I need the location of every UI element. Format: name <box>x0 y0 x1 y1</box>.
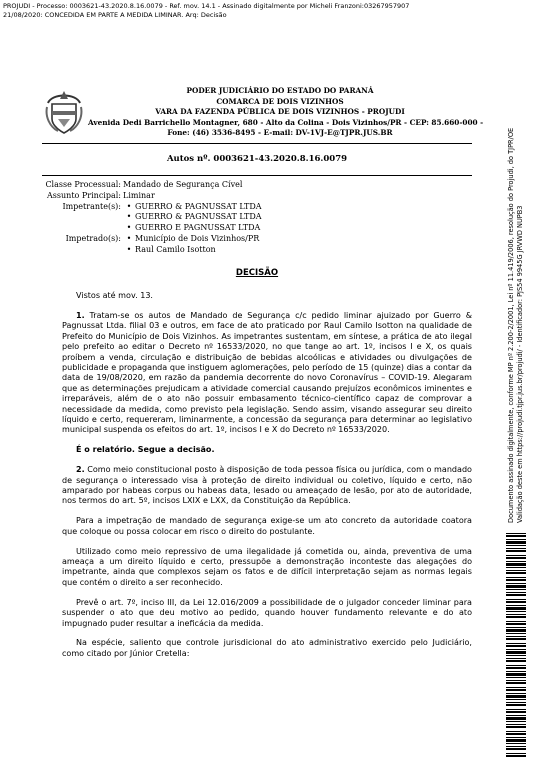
system-header-line-1: PROJUDI - Processo: 0003621-43.2020.8.16.0079 - Ref. mov. 14.1 - Assinado digitalmente por Micheli Franzoni:03267957907 <box>3 2 410 10</box>
header-comarca: COMARCA DE DOIS VIZINHOS <box>216 96 344 106</box>
paragraph-text: Tratam-se os autos de Mandado de Segurança c/c pedido liminar ajuizado por Guerro & Pagnussat Ltda. filial 03 e outros, em face de ato praticado por Raul Camilo Isotton na qualidade de Prefeito do Município de Dois Vizinhos. As impetrantes sustentam, em síntese, a prática de ato ilegal pelo prefeito ao editar o Decreto nº 16533/2020, no que tange ao art. 1º, incisos I e X, os quais proíbem a venda, circulação e distribuição de bebidas alcoólicas e atividades ou divulgações de publicidade e propaganda que instiguem aglomerações, pelo período de 15 (quinze) dias a contar da data de 19/08/2020, em razão da pandemia decorrente do novo Coronavírus – COVID-19. Alegaram que as determinações prejudicam a atividade comercial causando prejuízos econômicos iminentes e irreparáveis, além de o ato não possuir embasamento técnico-científico capaz de comprovar a necessidade da medida, como previsto pela legislação. Sendo assim, visando assegurar seu direito líquido e certo, requereram, liminarmente, a concessão da segurança para determinar ao legislativo municipal suspenda os efeitos do art. 1º, incisos I e X do Decreto nº 16533/2020. <box>62 310 472 435</box>
impetrantes-label: Impetrante(s): <box>62 201 121 211</box>
coat-of-arms-icon <box>44 89 84 135</box>
header-contact: Fone: (46) 3536-8495 - E-mail: DV-1VJ-E@TJPR.JUS.BR <box>167 128 393 138</box>
impetrado-item: • Município de Dois Vizinhos/PR <box>123 234 464 245</box>
impetrados-list <box>123 234 464 256</box>
meta-row-impetrantes <box>44 202 464 234</box>
divider <box>42 175 472 176</box>
assunto-value: Liminar <box>123 190 155 200</box>
header-address: Avenida Dedi Barrichello Montagner, 680 - Alto da Colina - Dois Vizinhos/PR - CEP: 85.660-000 - <box>88 117 484 127</box>
classe-label: Classe Processual: <box>45 180 121 189</box>
divider <box>42 143 472 144</box>
relatorio-line: É o relatório. Segue a decisão. <box>76 445 215 455</box>
vistos-line: Vistos até mov. 13. <box>76 291 153 300</box>
header-court-name: PODER JUDICIÁRIO DO ESTADO DO PARANÁ <box>186 86 374 95</box>
case-metadata <box>44 180 464 256</box>
impetrantes-list <box>123 202 464 234</box>
impetrado-item: • Raul Camilo Isotton <box>123 245 464 256</box>
meta-row-impetrados <box>44 234 464 256</box>
barcode-icon <box>506 533 526 757</box>
meta-row-classe <box>44 180 464 191</box>
impetrante-item: • GUERRO E PAGNUSSAT LTDA <box>123 223 464 234</box>
system-header-line-2: 21/08/2020: CONCEDIDA EM PARTE A MEDIDA LIMINAR. Arq: Decisão <box>3 11 227 19</box>
document-title: DECISÃO <box>235 268 279 278</box>
signature-notice: Documento assinado digitalmente, conforme MP nº 2.200-2/2001, Lei nº 11.419/2006, resolução do Projudi, do TJPR/OE <box>507 127 515 523</box>
paragraph-6: Na espécie, saliento que controle jurisdicional do ato administrativo exercido pelo Judiciário, como citado por Júnior Cretella: <box>62 638 472 658</box>
paragraph-2 <box>62 465 472 507</box>
validation-notice: Validação deste em https://projudi.tjpr.jus.br/projudi/ - Identificador: PJS54 9945G JRVWD NUPB3 <box>516 205 524 523</box>
paragraph-1 <box>62 311 472 436</box>
impetrados-label: Impetrado(s): <box>65 233 121 243</box>
paragraph-text: Como meio constitucional posto à disposição de toda pessoa física ou jurídica, com o mandado de segurança o interessado visa à proteção de direito individual ou coletivo, líquido e certo, não amparado por habeas corpus ou habeas data, lesado ou ameaçado de lesão, por ato de autoridade, nos termos do art. 5º, incisos LXIX e LXX, da Constituição da República. <box>62 465 472 506</box>
digital-signature-sidebar <box>500 28 530 758</box>
court-header <box>88 86 484 139</box>
paragraph-number: 1. <box>76 310 85 320</box>
paragraph-number: 2. <box>76 465 85 475</box>
impetrante-item: • GUERRO & PAGNUSSAT LTDA <box>123 212 464 223</box>
assunto-label: Assunto Principal: <box>47 190 121 200</box>
classe-value: Mandado de Segurança Cível <box>123 180 243 189</box>
paragraph-5: Prevê o art. 7º, inciso III, da Lei 12.016/2009 a possibilidade de o julgador conceder liminar para suspender o ato que deu motivo ao pedido, quando houver fundamento relevante e do ato impugnado puder resultar a ineficácia da medida. <box>62 597 472 628</box>
paragraph-4: Utilizado como meio repressivo de uma ilegalidade já cometida ou, ainda, preventiva de uma ameaça a um direito líquido e certo, pressupõe a demonstração inconteste das alegações do impetrante, ainda que complexos sejam os fatos e de difícil interpretação sejam as normas legais que contém o direito a ser reconhecido. <box>62 546 472 587</box>
impetrante-item: • GUERRO & PAGNUSSAT LTDA <box>123 202 464 213</box>
header-vara: VARA DA FAZENDA PÚBLICA DE DOIS VIZINHOS - PROJUDI <box>155 107 405 117</box>
meta-row-assunto <box>44 191 464 202</box>
decision-body <box>62 291 472 669</box>
paragraph-3: Para a impetração de mandado de segurança exige-se um ato concreto da autoridade coatora que coloque ou possa colocar em risco o direito do postulante. <box>62 516 472 536</box>
case-number: Autos nº. 0003621-43.2020.8.16.0079 <box>166 154 348 164</box>
